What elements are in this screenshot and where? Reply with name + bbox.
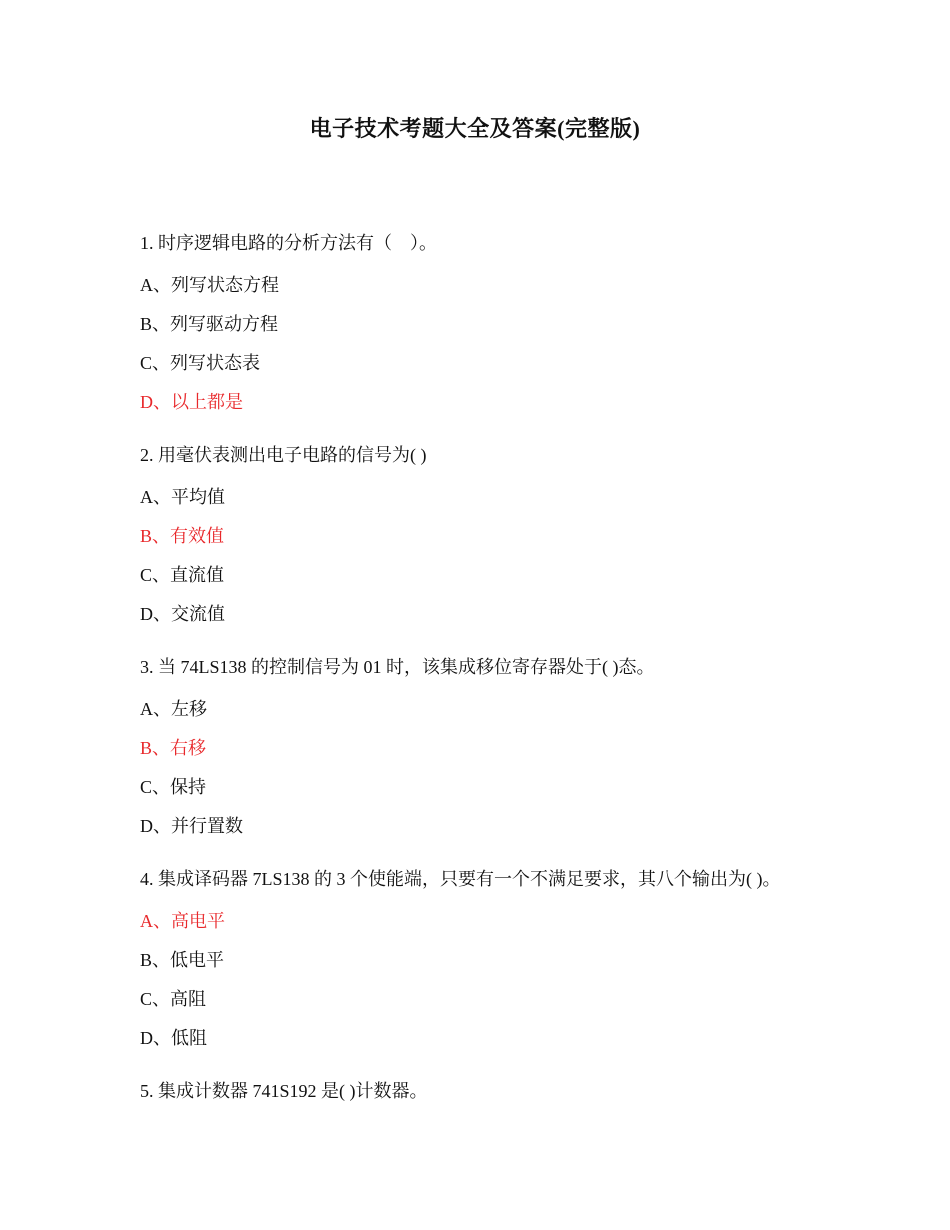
option-b: B、有效值 (140, 526, 225, 546)
option-b: B、右移 (140, 738, 207, 758)
question-4 (140, 867, 840, 1050)
option-a: A、平均值 (140, 487, 225, 507)
option-c: C、高阻 (140, 989, 207, 1009)
question-2 (140, 443, 840, 626)
option-b: B、列写驱动方程 (140, 314, 279, 334)
document-title: 电子技术考题大全及答案(完整版) (309, 116, 641, 141)
option-c: C、直流值 (140, 565, 225, 585)
option-a: A、列写状态方程 (140, 275, 279, 295)
option-b: B、低电平 (140, 950, 225, 970)
question-3 (140, 655, 840, 838)
option-d: D、并行置数 (140, 816, 243, 836)
option-c: C、列写状态表 (140, 353, 261, 373)
question-text: 3. 当 74LS138 的控制信号为 01 时，该集成移位寄存器处于( )态。 (140, 657, 655, 677)
option-d: D、以上都是 (140, 392, 243, 412)
option-d: D、低阻 (140, 1028, 207, 1048)
question-text: 2. 用毫伏表测出电子电路的信号为( ) (140, 445, 427, 465)
option-a: A、高电平 (140, 911, 225, 931)
question-text: 5. 集成计数器 741S192 是( )计数器。 (140, 1081, 428, 1101)
question-1 (140, 231, 840, 414)
option-a: A、左移 (140, 699, 207, 719)
question-5 (140, 1079, 840, 1103)
question-text: 1. 时序逻辑电路的分析方法有（ ）。 (140, 233, 437, 253)
option-d: D、交流值 (140, 604, 225, 624)
question-text: 4. 集成译码器 7LS138 的 3 个使能端，只要有一个不满足要求，其八个输出为( )。 (140, 869, 781, 889)
option-c: C、保持 (140, 777, 207, 797)
